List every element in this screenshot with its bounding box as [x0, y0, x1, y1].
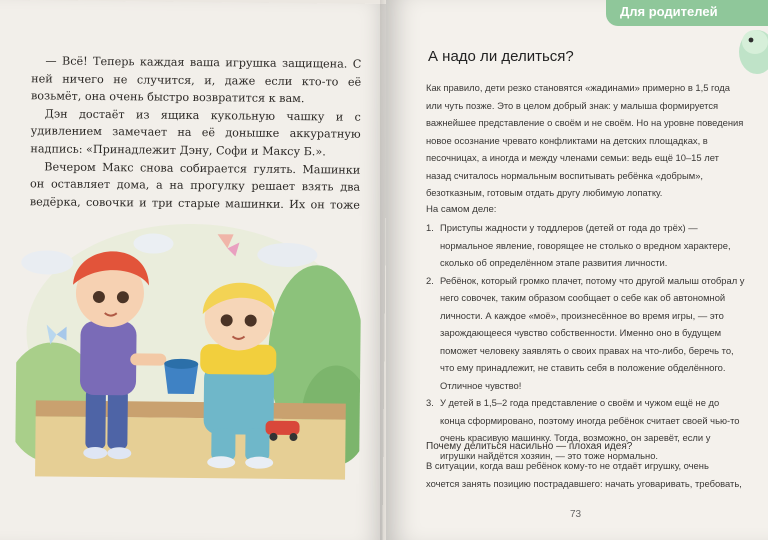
- list-item: [426, 219, 746, 272]
- list-number: 2.: [426, 274, 434, 286]
- subheading-why-forcing-bad: Почему делиться насильно — плохая идея?: [426, 441, 633, 452]
- intro-paragraph: Как правило, дети резко становятся «жадинами» примерно в 1,5 года или чуть позже. Это в целом добрый знак: у малыша формируется важнейшее представление о своём и не своём. Но на уровне поведения новое осознание чревато конфликтами на детских площадках, в песочницах, а иногда и между членами семьи: ведь ещё 10–15 лет назад считалось нормальным воспитывать ребёнка «добрым», безотказным, готовым отдать другу любимую лопатку.: [426, 82, 744, 198]
- bucket: [164, 359, 198, 394]
- dragon-mascot-icon: [733, 16, 768, 74]
- facts-list: [426, 219, 746, 464]
- illustration-two-boys: [15, 212, 362, 484]
- list-text: Приступы жадности у тоддлеров (детей от года до трёх) — нормальное явление, говорящее не столько о вредном характере, сколько об определённом этапе развития личности.: [440, 222, 731, 268]
- list-item: [426, 272, 746, 395]
- page-number: 73: [570, 509, 582, 520]
- sandbox-edge: [36, 400, 346, 419]
- list-text: У детей в 1,5–2 года представление о своём и чужом ещё не до конца сформировано, поэтому иногда ребёнок считает своей чью-то очень красивую машинку. Тогда, возможно, он заревёт, если у игрушки найдётся хозяин, — это тоже нормально.: [440, 397, 740, 461]
- subheading-in-fact: На самом деле:: [426, 204, 497, 215]
- list-item: [426, 394, 746, 464]
- story-paragraph: Дэн достаёт из ящика кукольную чашку и с удивлением замечает на её донышке аккуратную надпись: «Принадлежит Дэну, Софи и Максу Б.».: [30, 107, 361, 159]
- story-paragraph: Вечером Макс снова собирается гулять. Машинки он оставляет дома, а на прогулку решает взять два ведёрка, совочки и три старые машинки. Их он тоже: [29, 159, 361, 212]
- badge-label: Для родителей: [620, 4, 718, 19]
- story-paragraph: — Всё! Теперь каждая ваша игрушка защищена. С ней ничего не случится, и, даже если кто-то её возьмёт, она очень быстро возвратится к вам.: [30, 54, 362, 106]
- section-title: А надо ли делиться?: [428, 48, 574, 65]
- final-paragraph: В ситуации, когда ваш ребёнок кому-то не отдаёт игрушку, очень хочется занять позицию пострадавшего: начать уговаривать, требовать,: [426, 460, 742, 489]
- list-number: 1.: [426, 222, 434, 233]
- list-number: 3.: [426, 397, 434, 408]
- list-text: Ребёнок, который громко плачет, потому что другой малыш отобрал у него совочек, таким образом сообщает о себе как об автономной личности. А каждое «моё», произнесённое во время игры, — это зарождающееся чувство собственности. Именно оно в будущем поможет человеку заявлять о своих правах на что-либо, беречь то, что ему принадлежит, не ставить себя в положение обделённого. Отличное чувство!: [440, 274, 745, 391]
